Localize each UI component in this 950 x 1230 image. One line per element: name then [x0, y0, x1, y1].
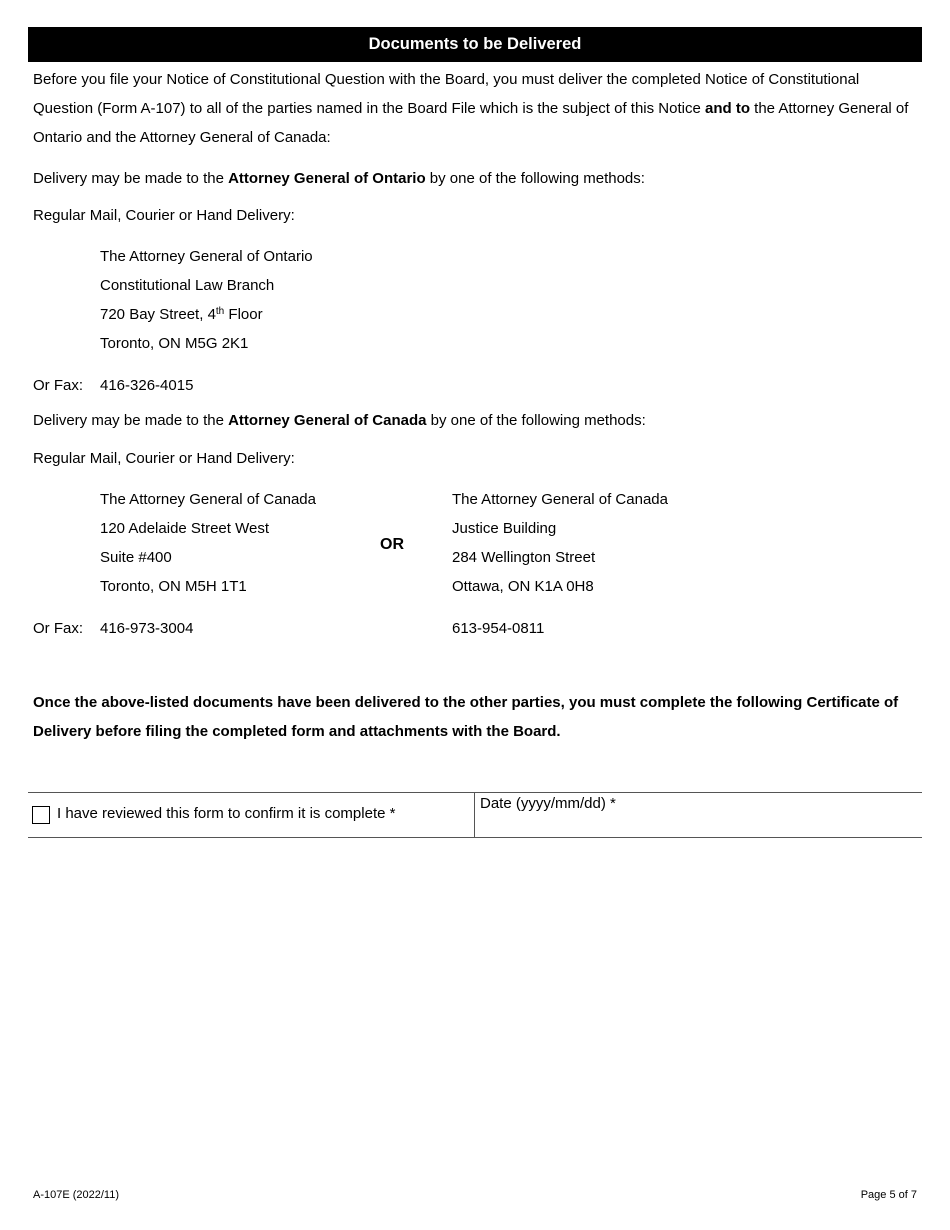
canada-fax-label: Or Fax: [33, 620, 84, 637]
canada-delivery-bold: Attorney General of Canada [228, 412, 427, 429]
canada-toronto-line1: The Attorney General of Canada [100, 491, 316, 508]
canada-fax-ottawa: 613-954-0811 [452, 620, 545, 637]
ontario-fax-label: Or Fax: [33, 377, 84, 394]
ontario-method-label: Regular Mail, Courier or Hand Delivery: [33, 207, 295, 224]
or-separator: OR [380, 536, 404, 553]
ontario-delivery-prefix: Delivery may be made to the [33, 170, 229, 187]
ontario-address-line3-suffix: Floor [224, 306, 263, 323]
canada-ottawa-line3: 284 Wellington Street [452, 549, 596, 566]
canada-toronto-line2: 120 Adelaide Street West [100, 520, 269, 537]
form-id: A-107E (2022/11) [33, 1189, 120, 1201]
canada-ottawa-line4: Ottawa, ON K1A 0H8 [452, 578, 594, 595]
intro-text-2: the Attorney General of Ontario and the Attorney General of Canada: [33, 100, 909, 146]
certificate-row [28, 792, 922, 838]
ontario-address-line3 [100, 306, 263, 323]
ontario-fax-number: 416-326-4015 [100, 377, 194, 394]
canada-toronto-line3: Suite #400 [100, 549, 172, 566]
section-title: Documents to be Delivered [28, 27, 922, 62]
canada-delivery-text [33, 412, 646, 429]
page-number: Page 5 of 7 [860, 1189, 917, 1201]
ontario-address-line3-prefix: 720 Bay Street, 4 [100, 306, 216, 323]
review-checkbox[interactable] [32, 806, 50, 824]
canada-toronto-line4: Toronto, ON M5H 1T1 [100, 578, 247, 595]
intro-paragraph [33, 65, 913, 152]
ontario-delivery-bold: Attorney General of Ontario [228, 170, 426, 187]
ontario-address-line3-sup: th [215, 306, 225, 317]
ontario-address-line2: Constitutional Law Branch [100, 277, 275, 294]
ontario-address-line1: The Attorney General of Ontario [100, 248, 313, 265]
canada-method-label: Regular Mail, Courier or Hand Delivery: [33, 450, 295, 467]
canada-delivery-suffix: by one of the following methods: [426, 412, 646, 429]
ontario-address-line4: Toronto, ON M5G 2K1 [100, 335, 249, 352]
review-cell [28, 793, 475, 837]
date-input[interactable] [478, 813, 922, 835]
date-label: Date (yyyy/mm/dd) * [480, 795, 616, 812]
canada-ottawa-line1: The Attorney General of Canada [452, 491, 668, 508]
intro-bold: and to [705, 100, 750, 117]
canada-delivery-prefix: Delivery may be made to the [33, 412, 229, 429]
ontario-delivery-suffix: by one of the following methods: [425, 170, 645, 187]
review-checkbox-label[interactable]: I have reviewed this form to confirm it is complete * [57, 805, 396, 822]
canada-fax-toronto: 416-973-3004 [100, 620, 194, 637]
certificate-instruction: Once the above-listed documents have been delivered to the other parties, you must complete the following Certificate of Delivery before filing the completed form and attachments with the Board. [33, 694, 899, 740]
intro-text-1: Before you file your Notice of Constitutional Question with the Board, you must deliver the completed Notice of Constitutional Question (Form A-107) to all of the parties named in the Board File which is the subject of this Notice [33, 71, 860, 117]
ontario-delivery-text [33, 170, 645, 187]
canada-ottawa-line2: Justice Building [452, 520, 557, 537]
